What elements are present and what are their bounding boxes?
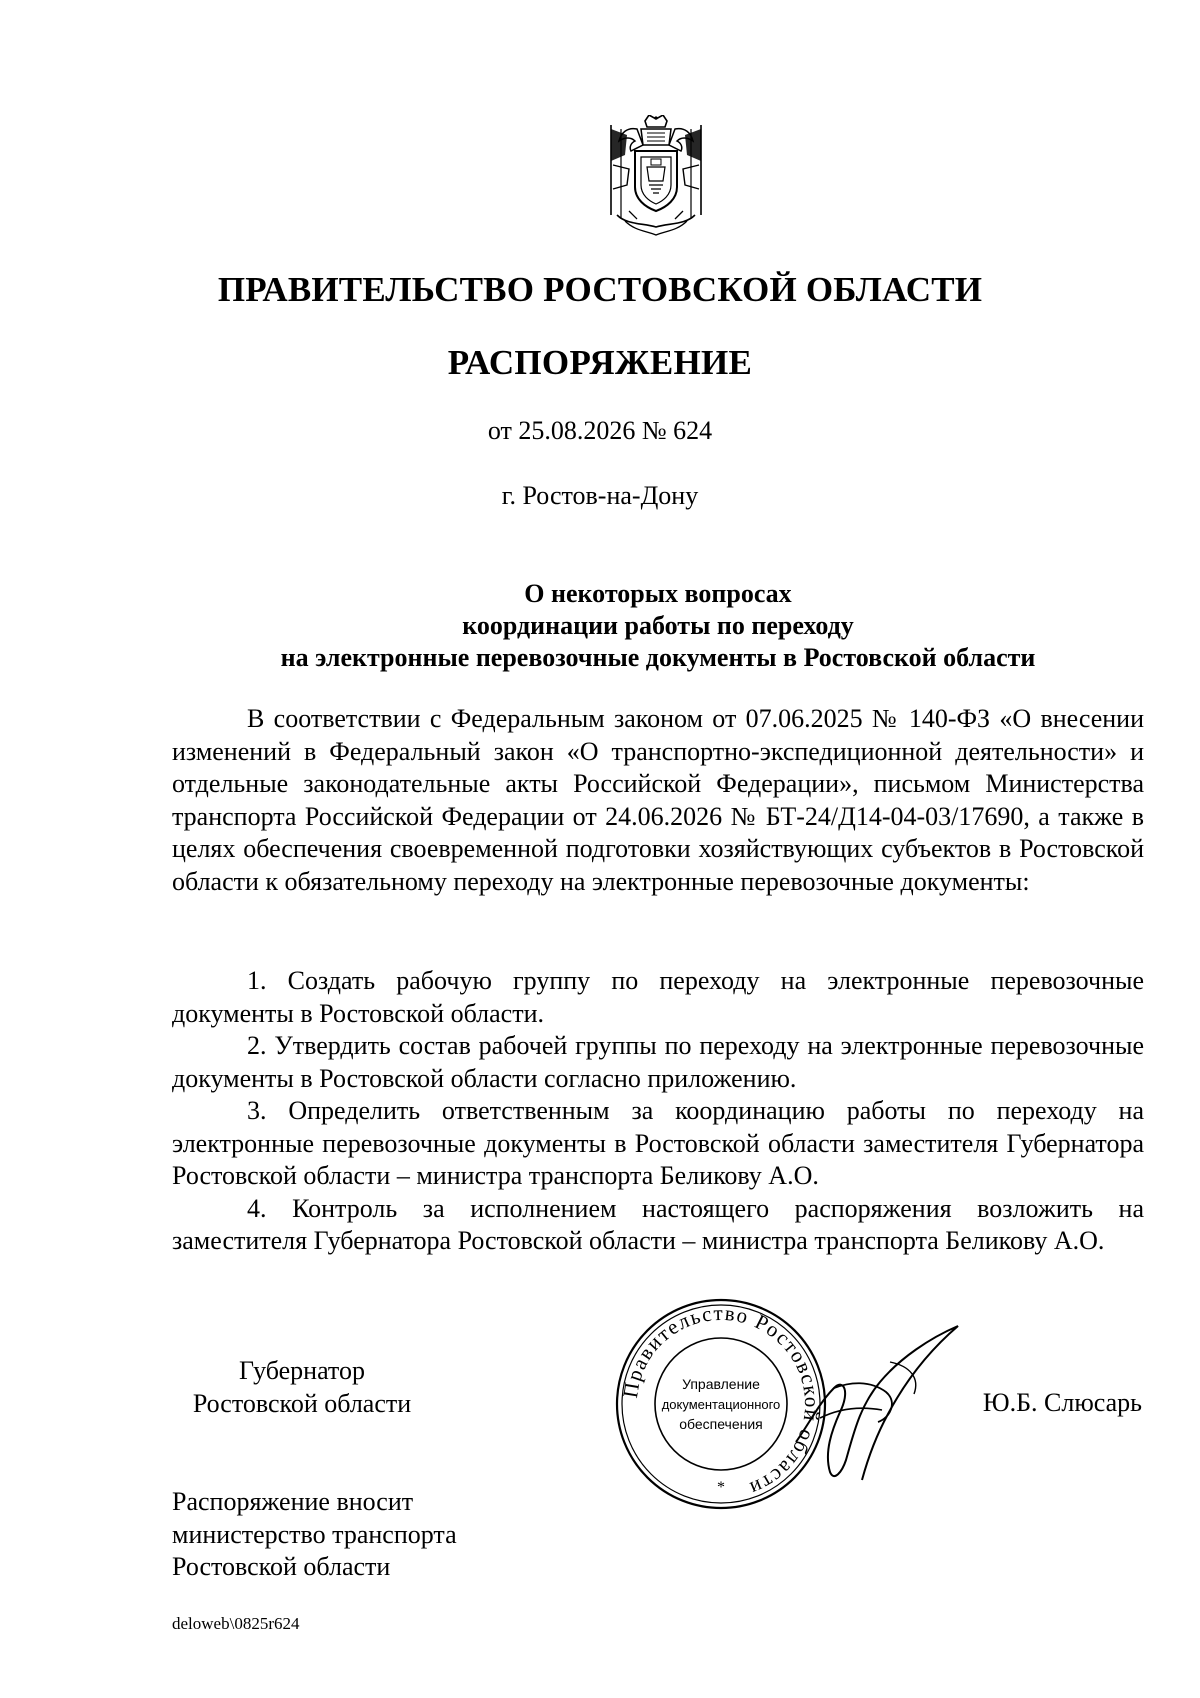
document-date-number: от 25.08.2026 № 624 bbox=[487, 416, 713, 445]
document-subject bbox=[172, 578, 1144, 674]
order-item: 1. Создать рабочую группу по переходу на электронные перевозочные документы в Ростовской области. bbox=[172, 966, 1144, 1028]
coat-of-arms-icon bbox=[597, 115, 715, 237]
submitter-line: Ростовской области bbox=[172, 1552, 391, 1581]
signatory-position-line: Губернатор bbox=[239, 1356, 365, 1385]
seal-inner-line: Управление bbox=[682, 1376, 760, 1392]
seal-inner-line: документационного bbox=[661, 1397, 781, 1412]
preamble-paragraph: В соответствии с Федеральным законом от 07.06.2025 № 140-ФЗ «О внесении изменений в Федеральный закон «О транспортно-экспедиционной деятельности» и отдельные законодательные акты Российской Федерации», письмом Министерства транспорта Российской Федерации от 24.06.2026 № БТ-24/Д14-04-03/17690, а также в целях обеспечения своевременной подготовки хозяйствующих субъектов в Ростовской области к обязательному переходу на электронные перевозочные документы: bbox=[172, 704, 1144, 896]
subject-line: координации работы по переходу bbox=[462, 611, 854, 640]
order-item: 4. Контроль за исполнением настоящего распоряжения возложить на заместителя Губернатора Ростовской области – министра транспорта Беликову А.О. bbox=[172, 1193, 1144, 1255]
signatory-position bbox=[172, 1354, 432, 1420]
order-item: 3. Определить ответственным за координацию работы по переходу на электронные перевозочные документы в Ростовской области заместителя Губернатора Ростовской области – министра транспорта Беликову А.О. bbox=[172, 1096, 1144, 1190]
seal-inner-line: обеспечения bbox=[679, 1416, 763, 1432]
submitter-line: Распоряжение вносит bbox=[172, 1487, 414, 1516]
government-title: ПРАВИТЕЛЬСТВО РОСТОВСКОЙ ОБЛАСТИ bbox=[217, 270, 983, 309]
document-city: г. Ростов-на-Дону bbox=[501, 481, 699, 510]
signatory-position-line: Ростовской области bbox=[192, 1389, 412, 1418]
order-item: 2. Утвердить состав рабочей группы по переходу на электронные перевозочные документы в Ростовской области согласно приложению. bbox=[172, 1031, 1144, 1093]
submitter-block bbox=[172, 1486, 457, 1584]
seal-star: * bbox=[717, 1479, 725, 1496]
order-items bbox=[172, 965, 1144, 1258]
handwritten-signature bbox=[790, 1322, 965, 1487]
subject-line: на электронные перевозочные документы в Ростовской области bbox=[280, 643, 1036, 672]
document-registry-code: deloweb\0825r624 bbox=[172, 1614, 300, 1633]
seal-outer-text: Правительство Ростовской области bbox=[618, 1300, 825, 1502]
submitter-line: министерство транспорта bbox=[172, 1519, 457, 1549]
signatory-name: Ю.Б. Слюсарь bbox=[982, 1388, 1142, 1417]
document-type: РАСПОРЯЖЕНИЕ bbox=[447, 343, 753, 382]
subject-line: О некоторых вопросах bbox=[524, 579, 792, 608]
